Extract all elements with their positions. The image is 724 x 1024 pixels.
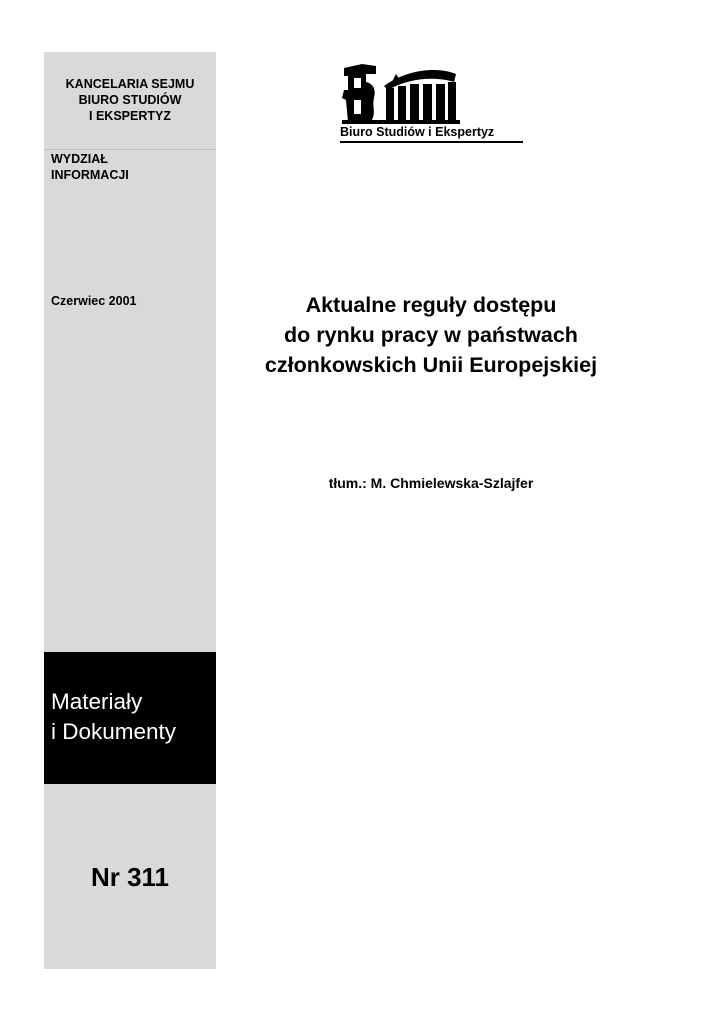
logo-underline — [340, 141, 523, 143]
publication-date: Czerwiec 2001 — [51, 294, 137, 308]
org-line: KANCELARIA SEJMU — [65, 77, 195, 91]
translator-credit: tłum.: M. Chmielewska-Szlajfer — [328, 475, 534, 491]
title-line: członkowskich Unii Europejskiej — [264, 353, 598, 377]
sidebar-panel — [44, 52, 216, 969]
series-line: Materiały — [51, 689, 143, 714]
org-line: I EKSPERTYZ — [89, 109, 171, 123]
department-name — [51, 151, 129, 183]
dept-line: INFORMACJI — [51, 168, 129, 182]
series-label-box — [44, 652, 216, 784]
title-line: do rynku pracy w państwach — [284, 323, 578, 347]
sidebar-divider — [44, 149, 216, 150]
organization-name — [50, 76, 210, 124]
issue-number: Nr 311 — [90, 862, 170, 892]
document-title — [216, 290, 646, 380]
title-line: Aktualne reguły dostępu — [305, 293, 557, 317]
dept-line: WYDZIAŁ — [51, 152, 108, 166]
org-line: BIURO STUDIÓW — [78, 93, 182, 107]
logo-caption: Biuro Studiów i Ekspertyz — [340, 125, 495, 139]
series-line: i Dokumenty — [51, 719, 177, 744]
